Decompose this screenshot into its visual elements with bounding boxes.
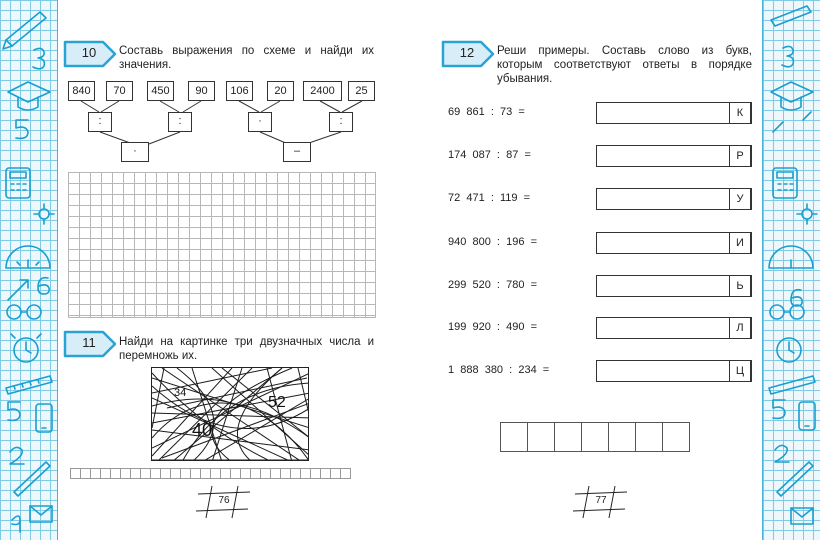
example-expression: 940 800 : 196 = [448,236,537,248]
picture-number: 52 [268,394,286,411]
task-number: 12 [459,45,475,60]
answer-field[interactable] [596,317,752,339]
example-expression: 174 087 : 87 = [448,149,531,161]
answer-field[interactable] [596,360,752,382]
picture-number: 40 [192,420,213,440]
scheme-number: 90 [188,81,215,101]
letter-cell: Ц [729,360,751,382]
letter-cell: У [729,188,751,210]
task-10-text: Составь выражения по схеме и найди их значения. [119,45,374,71]
operation-box: : [329,112,353,132]
operation-box: : [88,112,112,132]
page-number-77: 77 [573,484,629,520]
scheme-number: 70 [106,81,133,101]
example-expression: 72 471 : 119 = [448,192,531,204]
answer-cells[interactable] [70,468,350,479]
task-number: 10 [81,45,97,60]
task-badge-12 [441,38,497,70]
answer-field[interactable] [596,145,752,167]
operation-box: · [121,142,149,162]
answer-field[interactable] [596,275,752,297]
scheme-number: 20 [267,81,294,101]
task-badge-11 [63,328,119,360]
task-12-text: Реши примеры. Составь слово из букв, которым соответствуют ответы в порядке убывания. [497,45,752,85]
scheme-number: 450 [147,81,174,101]
example-expression: 1 888 380 : 234 = [448,364,550,376]
operation-box: · [248,112,272,132]
scheme-number: 840 [68,81,95,101]
letter-cell: Ь [729,275,751,297]
letter-cell: Р [729,145,751,167]
example-expression: 69 861 : 73 = [448,106,525,118]
operation-box: : [168,112,192,132]
letter-cell: Л [729,317,751,339]
task-number: 11 [82,335,96,350]
example-expression: 199 920 : 490 = [448,321,537,333]
answer-field[interactable] [596,102,752,124]
answer-field[interactable] [596,232,752,254]
work-grid[interactable] [68,172,376,318]
picture-number: 34 [174,387,187,399]
word-answer-cells[interactable] [500,422,689,452]
scheme-number: 25 [348,81,375,101]
scheme-number: 106 [226,81,253,101]
operation-box: – [283,142,311,162]
example-expression: 299 520 : 780 = [448,279,537,291]
letter-cell: К [729,102,751,124]
scribble-picture [151,367,309,461]
task-11-text: Найди на картинке три двузначных числа и перемножь их. [119,336,374,362]
scribble-lines-icon [152,368,309,461]
letter-cell: И [729,232,751,254]
scheme-number: 2400 [303,81,342,101]
page-number-76: 76 [196,484,252,520]
answer-field[interactable] [596,188,752,210]
